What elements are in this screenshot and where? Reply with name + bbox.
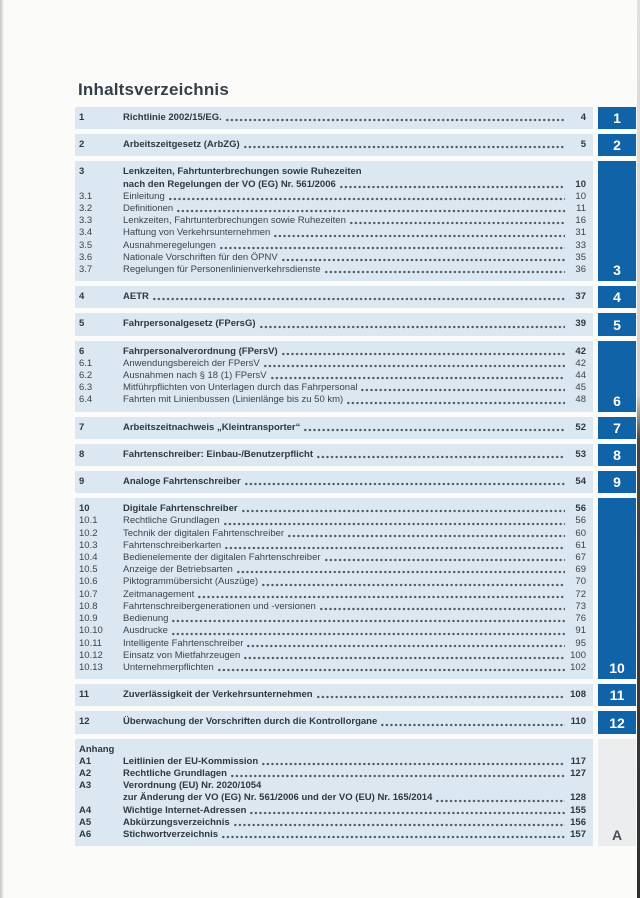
toc-entry-number: 10.7 — [79, 588, 98, 600]
dot-leader — [271, 376, 565, 380]
dot-leader — [237, 570, 565, 574]
toc-entry-number: 10 — [79, 503, 90, 515]
toc-entry-number: 3.7 — [79, 264, 93, 276]
toc-entry-page: 76 — [575, 613, 586, 625]
toc-entry-page: 4 — [580, 112, 586, 123]
toc-entry-number: 10.2 — [79, 527, 98, 539]
toc-row — [79, 768, 586, 780]
toc-row — [79, 215, 586, 227]
toc-entry-number: 10.11 — [79, 637, 103, 649]
toc-entry-page: 128 — [570, 792, 586, 804]
dot-leader — [218, 668, 565, 672]
chapter-tab-A: A — [598, 739, 636, 847]
dot-leader — [247, 644, 565, 648]
toc-band-7 — [75, 417, 593, 439]
toc-band-6 — [75, 341, 593, 412]
toc-band-3 — [75, 161, 593, 281]
toc-entry-title: Zeitmanagement — [123, 588, 195, 600]
toc-group-9 — [75, 471, 636, 493]
chapter-tab-4: 4 — [598, 286, 636, 308]
toc-entry-title: Regelungen für Personenlinienverkehrsdienste — [123, 264, 321, 276]
toc-row — [79, 318, 586, 330]
toc-row — [79, 716, 586, 728]
toc-group-3 — [75, 161, 636, 281]
toc-entry-title: Haftung von Verkehrsunternehmen — [123, 227, 271, 239]
toc-group-11 — [75, 684, 636, 706]
toc-entry-number: 8 — [79, 448, 85, 460]
toc-entry-title: Analoge Fahrtenschreiber — [123, 476, 241, 488]
toc-row — [79, 650, 586, 662]
chapter-tab-1: 1 — [598, 107, 636, 129]
toc-row — [79, 576, 586, 588]
toc-entry-title: nach den Regelungen der VO (EG) Nr. 561/2006 — [123, 178, 336, 190]
toc-entry-number: 10.9 — [79, 613, 98, 625]
toc-entry-title: Piktogrammübersicht (Auszüge) — [123, 576, 259, 588]
toc-entry-number: 10.5 — [79, 564, 98, 576]
toc-entry-page: 54 — [575, 476, 586, 488]
toc-entry-page: 108 — [570, 689, 586, 701]
toc-entry-page: 100 — [570, 649, 586, 661]
scan-edge-left — [0, 0, 4, 898]
toc-entry-title: Definitionen — [123, 203, 174, 215]
chapter-tab-5: 5 — [598, 313, 636, 335]
toc-row — [79, 422, 586, 434]
toc-entry-title: Überwachung der Vorschriften durch die Kontrollorgane — [123, 716, 378, 728]
toc-entry-number: 1 — [79, 112, 85, 123]
toc-group-6 — [75, 341, 636, 412]
dot-leader — [224, 522, 565, 526]
toc-entry-page: 61 — [575, 539, 586, 551]
toc-entry-page: 56 — [575, 503, 586, 515]
dot-leader — [242, 509, 565, 513]
toc-row — [79, 291, 586, 303]
toc-entry-number: 4 — [79, 291, 85, 303]
toc-entry-number: 2 — [79, 139, 85, 151]
toc-entry-page: 35 — [575, 251, 586, 263]
toc-row — [79, 589, 586, 601]
toc-entry-title: Abkürzungsverzeichnis — [123, 816, 230, 828]
toc-entry-page: 42 — [575, 357, 586, 369]
toc-entry-title: Arbeitszeitgesetz (ArbZG) — [123, 139, 240, 151]
toc-entry-title: Bedienung — [123, 613, 169, 625]
toc-entry-number: 10.8 — [79, 600, 98, 612]
toc-entry-number: 10.1 — [79, 515, 98, 527]
dot-leader — [250, 811, 565, 815]
dot-leader — [325, 270, 565, 274]
chapter-tab-7: 7 — [598, 417, 636, 439]
toc-row — [79, 805, 586, 817]
toc-entry-title: Fahrtenschreiberkarten — [123, 539, 222, 551]
dot-leader — [245, 482, 565, 486]
toc-entry-title: Stichwortverzeichnis — [123, 828, 219, 840]
toc-entry-number: 6.1 — [79, 357, 93, 369]
dot-leader — [317, 455, 565, 459]
chapter-tab-8: 8 — [598, 444, 636, 466]
dot-leader — [220, 246, 565, 250]
toc-row — [79, 515, 586, 527]
toc-entry-number: 3.5 — [79, 239, 93, 251]
toc-entry-title: Rechtliche Grundlagen — [123, 515, 220, 527]
dot-leader — [244, 145, 565, 149]
toc-row — [79, 613, 586, 625]
toc-row — [79, 638, 586, 650]
toc-entry-title: Bedienelemente der digitalen Fahrtenschreiber — [123, 552, 321, 564]
toc-entry-title: Leitlinien der EU-Kommission — [123, 755, 259, 767]
toc-entry-number: 3 — [79, 166, 85, 178]
toc-band-A — [75, 739, 593, 847]
dot-leader — [234, 823, 565, 827]
dot-leader — [381, 723, 565, 727]
dot-leader — [231, 774, 565, 778]
dot-leader — [350, 221, 565, 225]
toc-entry-title: Unternehmerpflichten — [123, 661, 214, 673]
toc-entry-page: 11 — [576, 203, 586, 215]
toc-entry-number: A4 — [79, 804, 92, 816]
toc-row — [79, 166, 586, 178]
toc-row — [79, 792, 586, 804]
toc-row — [79, 540, 586, 552]
toc-entry-page: 44 — [575, 370, 586, 382]
toc-entry-page: 72 — [575, 588, 586, 600]
dot-leader — [262, 762, 565, 766]
toc-row — [79, 346, 586, 358]
dot-leader — [320, 607, 565, 611]
toc-entry-title: Anwendungsbereich der FPersV — [123, 357, 260, 369]
toc-entry-number: 10.13 — [79, 661, 103, 673]
toc-entry-page: 155 — [570, 804, 586, 816]
toc-entry-page: 60 — [575, 527, 586, 539]
toc-band-1 — [75, 107, 593, 129]
toc-entry-title: Verordnung (EU) Nr. 2020/1054 — [123, 780, 262, 792]
toc-row — [79, 252, 586, 264]
toc-row — [79, 744, 586, 756]
dot-leader — [222, 835, 565, 839]
toc-row — [79, 227, 586, 239]
toc-entry-page: 33 — [575, 239, 586, 251]
toc-band-2 — [75, 134, 593, 156]
toc-band-5 — [75, 313, 593, 335]
toc-entry-title: Wichtige Internet-Adressen — [123, 804, 247, 816]
toc-entry-title: Fahrpersonalgesetz (FPersG) — [123, 318, 256, 330]
dot-leader — [304, 428, 565, 432]
toc-entry-title: Rechtliche Grundlagen — [123, 767, 227, 779]
toc-entry-page: 36 — [575, 264, 586, 276]
toc-entry-title: Technik der digitalen Fahrtenschreiber — [123, 527, 285, 539]
chapter-tab-12: 12 — [598, 711, 636, 733]
toc-entry-number: 10.3 — [79, 539, 98, 551]
toc-row — [79, 112, 586, 124]
toc-entry-number: 7 — [79, 421, 85, 433]
toc-entry-number: A5 — [79, 816, 92, 828]
toc-entry-page: 37 — [575, 291, 586, 303]
toc-row — [79, 203, 586, 215]
toc-entry-title: zur Änderung der VO (EG) Nr. 561/2006 und der VO (EU) Nr. 165/2014 — [123, 792, 433, 804]
toc-group-4 — [75, 286, 636, 308]
toc-entry-number: A2 — [79, 767, 92, 779]
toc-row — [79, 191, 586, 203]
dot-leader — [288, 534, 565, 538]
toc-row — [79, 382, 586, 394]
chapter-tab-6: 6 — [598, 341, 636, 412]
toc-entry-page: 69 — [575, 564, 586, 576]
toc-entry-page: 53 — [575, 448, 586, 460]
toc-entry-number: 10.12 — [79, 649, 103, 661]
toc-entry-number: 3.3 — [79, 215, 93, 227]
toc-band-10 — [75, 498, 593, 679]
toc-entry-title: Nationale Vorschriften für den ÖPNV — [123, 251, 278, 263]
toc-entry-number: 3.2 — [79, 203, 93, 215]
toc-entry-title: Einleitung — [123, 190, 165, 202]
toc-entry-number: 9 — [79, 476, 85, 488]
toc-band-8 — [75, 444, 593, 466]
toc-entry-page: 70 — [575, 576, 586, 588]
toc-entry-title: Ausnahmeregelungen — [123, 239, 216, 251]
chapter-tab-2: 2 — [598, 134, 636, 156]
toc-group-10 — [75, 498, 636, 679]
toc-entry-number: 5 — [79, 318, 85, 330]
toc-entry-title: Lenkzeiten, Fahrtunterbrechungen sowie Ruhezeiten — [123, 215, 346, 227]
dot-leader — [262, 583, 565, 587]
toc-entry-page: 127 — [570, 767, 586, 779]
toc-entry-title: Intelligente Fahrtenschreiber — [123, 637, 244, 649]
toc-row — [79, 689, 586, 701]
toc-entry-page: 156 — [570, 816, 586, 828]
dot-leader — [282, 352, 565, 356]
toc-entry-title: Ausdrucke — [123, 625, 168, 637]
toc-entry-number: 10.4 — [79, 552, 98, 564]
dot-leader — [317, 695, 565, 699]
dot-leader — [225, 546, 565, 550]
toc-row — [79, 817, 586, 829]
dot-leader — [325, 558, 565, 562]
toc-entry-number: 3.1 — [79, 190, 93, 202]
dot-leader — [274, 234, 565, 238]
toc-entry-title: Fahrtenschreiber: Einbau-/Benutzerpflicht — [123, 448, 314, 460]
toc-row — [79, 564, 586, 576]
chapter-tab-11: 11 — [598, 684, 636, 706]
toc-entry-number: 6.2 — [79, 370, 93, 382]
toc-entry-page: 73 — [575, 600, 586, 612]
toc-group-7 — [75, 417, 636, 439]
toc-entry-number: A3 — [79, 780, 92, 792]
toc-row — [79, 394, 586, 406]
toc-entry-number: A6 — [79, 828, 92, 840]
dot-leader — [347, 401, 565, 405]
dot-leader — [198, 595, 565, 599]
toc-row — [79, 139, 586, 151]
toc-entry-title: Lenkzeiten, Fahrtunterbrechungen sowie Ruhezeiten — [123, 166, 362, 178]
toc-row — [79, 449, 586, 461]
toc-entry-number: 3.4 — [79, 227, 93, 239]
toc-row — [79, 829, 586, 841]
toc-entry-title: Richtlinie 2002/15/EG. — [123, 112, 222, 123]
toc-row — [79, 358, 586, 370]
toc-band-9 — [75, 471, 593, 493]
toc-entry-page: 31 — [575, 227, 586, 239]
toc-entry-title: Einsatz von Mietfahrzeugen — [123, 649, 241, 661]
toc-row — [79, 240, 586, 252]
toc-row — [79, 756, 586, 768]
dot-leader — [264, 364, 565, 368]
toc-entry-title: Anzeige der Betriebsarten — [123, 564, 233, 576]
toc-entry-title: AETR — [123, 291, 149, 303]
toc-entry-page: 117 — [570, 755, 586, 767]
toc-group-5 — [75, 313, 636, 335]
toc-row — [79, 503, 586, 515]
dot-leader — [436, 799, 565, 803]
toc-row — [79, 370, 586, 382]
toc-row — [79, 264, 586, 276]
dot-leader — [169, 197, 565, 201]
toc-row — [79, 662, 586, 674]
toc-entry-page: 10 — [575, 178, 586, 190]
dot-leader — [153, 297, 565, 301]
toc-entry-title: Digitale Fahrtenschreiber — [123, 503, 238, 515]
toc-row — [79, 179, 586, 191]
dot-leader — [177, 209, 565, 213]
toc-band-4 — [75, 286, 593, 308]
toc-group-1 — [75, 107, 636, 129]
dot-leader — [226, 118, 565, 122]
dot-leader — [172, 619, 565, 623]
toc-entry-page: 102 — [570, 661, 586, 673]
toc-entry-number: Anhang — [79, 743, 115, 755]
toc-row — [79, 552, 586, 564]
toc-row — [79, 601, 586, 613]
toc-entry-number: 6.3 — [79, 382, 93, 394]
toc-entry-page: 39 — [575, 318, 586, 330]
toc-entry-page: 42 — [575, 345, 586, 357]
toc-entry-title: Fahrten mit Linienbussen (Linienlänge bis zu 50 km) — [123, 394, 344, 406]
toc-entry-page: 91 — [575, 625, 586, 637]
chapter-tab-10: 10 — [598, 498, 636, 679]
toc-entry-number: 6.4 — [79, 394, 93, 406]
toc-entry-title: Fahrpersonalverordnung (FPersV) — [123, 345, 278, 357]
toc-entry-page: 45 — [575, 382, 586, 394]
toc-group-2 — [75, 134, 636, 156]
toc-row — [79, 625, 586, 637]
dot-leader — [260, 325, 565, 329]
toc-row — [79, 528, 586, 540]
toc-entry-page: 52 — [575, 421, 586, 433]
toc-entry-number: 12 — [79, 716, 90, 728]
chapter-tab-3: 3 — [598, 161, 636, 281]
toc-entry-number: 3.6 — [79, 251, 93, 263]
toc-entry-number: 10.6 — [79, 576, 98, 588]
toc-entry-page: 5 — [580, 139, 586, 151]
toc-entry-page: 16 — [575, 215, 586, 227]
dot-leader — [244, 656, 565, 660]
toc-band-11 — [75, 684, 593, 706]
page-content — [75, 0, 636, 851]
toc-entry-number: A1 — [79, 755, 92, 767]
toc-entry-page: 48 — [575, 394, 586, 406]
toc-row — [79, 476, 586, 488]
toc-entry-number: 6 — [79, 345, 85, 357]
dot-leader — [282, 258, 565, 262]
toc-group-12 — [75, 711, 636, 733]
toc-entry-page: 10 — [575, 190, 586, 202]
toc-entry-page: 56 — [575, 515, 586, 527]
toc-entry-title: Ausnahmen nach § 18 (1) FPersV — [123, 370, 267, 382]
toc-entry-page: 67 — [575, 552, 586, 564]
dot-leader — [340, 185, 565, 189]
toc-entry-title: Mitführpflichten von Unterlagen durch das Fahrpersonal — [123, 382, 358, 394]
toc-entry-page: 95 — [575, 637, 586, 649]
chapter-tab-9: 9 — [598, 471, 636, 493]
toc-entry-number: 10.10 — [79, 625, 103, 637]
toc-entry-title: Fahrtenschreibergenerationen und -versionen — [123, 600, 316, 612]
toc-entry-page: 157 — [570, 828, 586, 840]
toc-row — [79, 780, 586, 792]
toc-entry-number: 11 — [79, 689, 90, 701]
toc-band-12 — [75, 711, 593, 733]
toc-entry-title: Zuverlässigkeit der Verkehrsunternehmen — [123, 689, 313, 701]
toc-entry-page: 110 — [570, 716, 586, 728]
page-title: Inhaltsverzeichnis — [78, 80, 229, 99]
toc-entry-title: Arbeitszeitnachweis „Kleintransporter“ — [123, 421, 301, 433]
toc-group-A — [75, 739, 636, 847]
dot-leader — [361, 388, 565, 392]
dot-leader — [172, 632, 565, 636]
toc — [75, 107, 636, 846]
toc-group-8 — [75, 444, 636, 466]
